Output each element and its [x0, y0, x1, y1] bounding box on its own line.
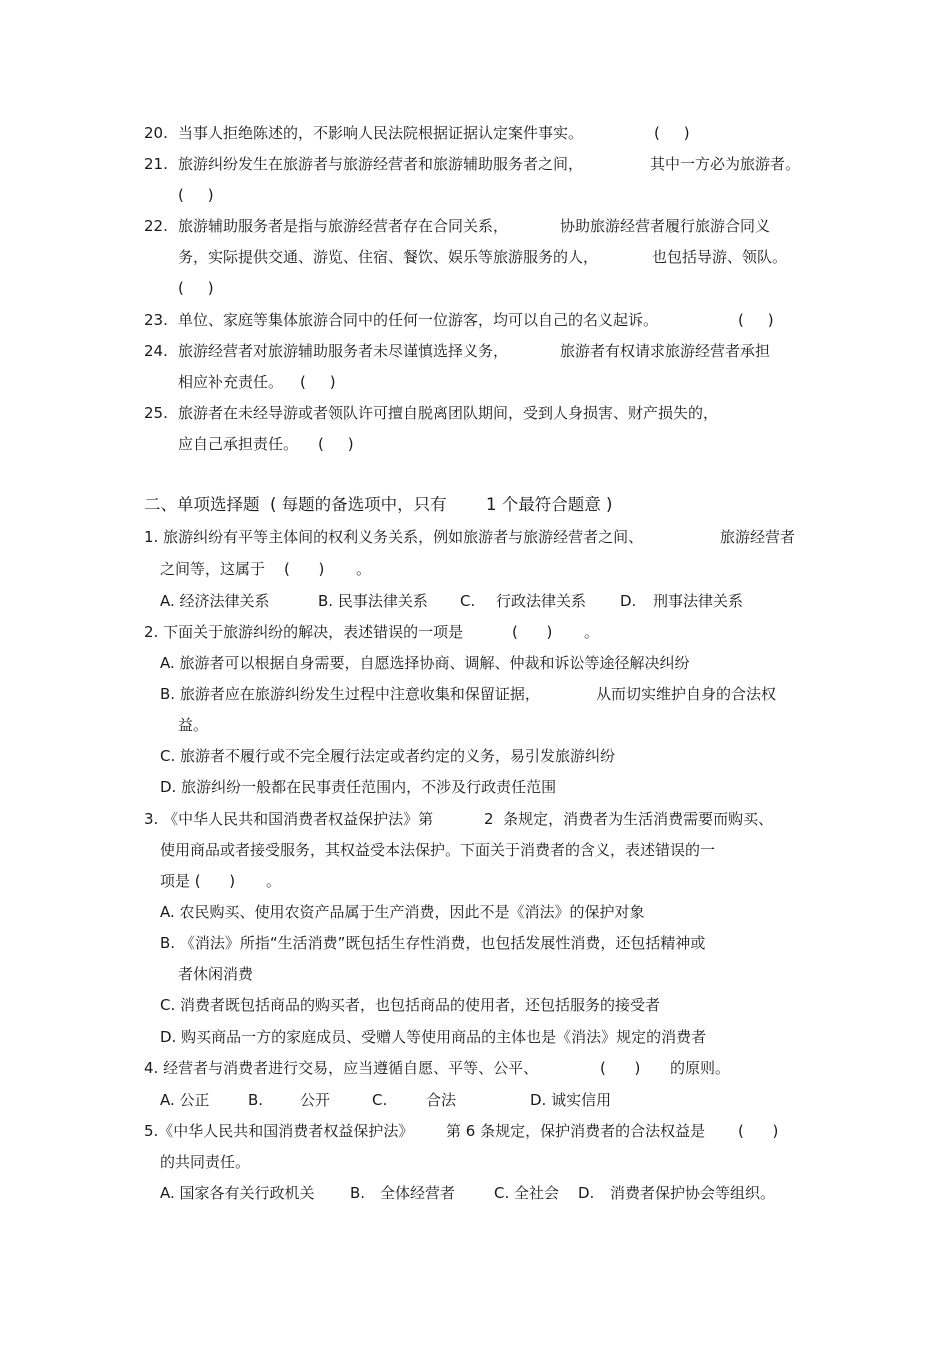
answer-blank: ( ) [738, 1122, 779, 1140]
option-a: A. 经济法律关系 [160, 592, 270, 610]
option-c-letter: C. [460, 592, 476, 610]
option-b-cont: 从而切实维护自身的合法权 [596, 685, 777, 703]
mc-question-stem-cont: 2 条规定，消费者为生活消费需要而购买、 [484, 810, 774, 828]
option-a: A. 国家各有关行政机关 [160, 1184, 315, 1202]
question-text-line2-cont: 也包括导游、领队。 [652, 248, 788, 266]
section-heading-note: ( 每题的备选项中，只有 [270, 495, 447, 514]
answer-blank: ( ) [178, 279, 214, 297]
mc-question-stem: 4. 经营者与消费者进行交易，应当遵循自愿、平等、公平、 [144, 1059, 539, 1077]
option-c: 合法 [426, 1091, 457, 1109]
question-text: 旅游辅助服务者是指与旅游经营者存在合同关系， [178, 217, 509, 235]
mc-question-stem: 1. 旅游纠纷有平等主体间的权利义务关系，例如旅游者与旅游经营者之间、 [144, 528, 644, 546]
question-text-line2: 相应补充责任。 [178, 373, 284, 391]
option-a: A. 公正 [160, 1091, 210, 1109]
option-b: B. 旅游者应在旅游纠纷发生过程中注意收集和保留证据， [160, 685, 540, 703]
punctuation: 。 [356, 560, 372, 578]
option-a: A. 农民购买、使用农资产品属于生产消费，因此不是《消法》的保护对象 [160, 903, 645, 921]
option-d-letter: D. [578, 1184, 595, 1202]
question-number: 20. [144, 124, 168, 142]
punctuation: 。 [266, 872, 282, 890]
question-text: 当事人拒绝陈述的，不影响人民法院根据证据认定案件事实。 [178, 124, 584, 142]
option-d: D. 购买商品一方的家庭成员、受赠人等使用商品的主体也是《消法》规定的消费者 [160, 1028, 707, 1046]
option-d: 消费者保护协会等组织。 [610, 1184, 776, 1202]
option-d: D. 诚实信用 [530, 1091, 612, 1109]
mc-question-stem: 3. 《中华人民共和国消费者权益保护法》第 [144, 810, 434, 828]
answer-blank: ( ) [318, 435, 354, 453]
question-number: 25. [144, 404, 168, 422]
question-text: 旅游纠纷发生在旅游者与旅游经营者和旅游辅助服务者之间， [178, 155, 584, 173]
answer-blank: ( ) [178, 186, 214, 204]
option-c: C. 全社会 [494, 1184, 560, 1202]
question-text-line2: 务，实际提供交通、游览、住宿、餐饮、娱乐等旅游服务的人， [178, 248, 599, 266]
punctuation: 。 [584, 623, 600, 641]
option-b: 公开 [300, 1091, 331, 1109]
question-number: 23. [144, 311, 168, 329]
mc-question-stem: 5.《中华人民共和国消费者权益保护法》 [144, 1122, 414, 1140]
answer-blank: ( ) [600, 1059, 641, 1077]
option-a: A. 旅游者可以根据自身需要，自愿选择协商、调解、仲裁和诉讼等途径解决纠纷 [160, 654, 690, 672]
option-b: 全体经营者 [380, 1184, 456, 1202]
option-b-letter: B. [350, 1184, 366, 1202]
mc-question-stem-cont: 旅游经营者 [720, 528, 796, 546]
mc-question-stem-line3: 项是 ( ) [160, 872, 236, 890]
answer-blank: ( ) [284, 560, 325, 578]
question-number: 21. [144, 155, 168, 173]
option-c: C. 消费者既包括商品的购买者，也包括商品的使用者，还包括服务的接受者 [160, 996, 661, 1014]
option-b-line2: 者休闲消费 [178, 965, 254, 983]
question-text: 单位、家庭等集体旅游合同中的任何一位游客，均可以自己的名义起诉。 [178, 311, 659, 329]
option-d: 刑事法律关系 [653, 592, 744, 610]
answer-blank: ( ) [512, 623, 553, 641]
mc-question-stem-line2: 的共同责任。 [160, 1153, 251, 1171]
option-d: D. 旅游纠纷一般都在民事责任范围内，不涉及行政责任范围 [160, 778, 557, 796]
question-text: 旅游经营者对旅游辅助服务者未尽谨慎选择义务， [178, 342, 509, 360]
section-heading-note-cont: 1 个最符合题意 ) [486, 495, 613, 514]
mc-question-stem-line2: 使用商品或者接受服务，其权益受本法保护。下面关于消费者的含义，表述错误的一 [160, 841, 716, 859]
question-text-cont: 其中一方必为旅游者。 [650, 155, 801, 173]
mc-question-stem-line2: 之间等，这属于 [160, 560, 266, 578]
option-b: B. 民事法律关系 [318, 592, 428, 610]
option-b-line2: 益。 [178, 716, 209, 734]
question-number: 22. [144, 217, 168, 235]
mc-question-stem-cont: 第 6 条规定，保护消费者的合法权益是 [446, 1122, 706, 1140]
option-b-letter: B. [248, 1091, 264, 1109]
option-b: B. 《消法》所指“生活消费”既包括生存性消费，也包括发展性消费，还包括精神或 [160, 934, 706, 952]
section-heading: 二、单项选择题 [144, 495, 260, 514]
option-c-letter: C. [372, 1091, 388, 1109]
mc-question-stem: 2. 下面关于旅游纠纷的解决，表述错误的一项是 [144, 623, 464, 641]
question-number: 24. [144, 342, 168, 360]
option-d-letter: D. [620, 592, 637, 610]
option-c: C. 旅游者不履行或不完全履行法定或者约定的义务，易引发旅游纠纷 [160, 747, 616, 765]
answer-blank: ( ) [300, 373, 336, 391]
question-text-cont: 旅游者有权请求旅游经营者承担 [560, 342, 771, 360]
option-c: 行政法律关系 [496, 592, 587, 610]
answer-blank: ( ) [738, 311, 774, 329]
mc-question-stem-cont: 的原则。 [670, 1059, 731, 1077]
question-text: 旅游者在未经导游或者领队许可擅自脱离团队期间，受到人身损害、财产损失的， [178, 404, 719, 422]
question-text-line2: 应自己承担责任。 [178, 435, 299, 453]
question-text-cont: 协助旅游经营者履行旅游合同义 [560, 217, 771, 235]
answer-blank: ( ) [654, 124, 690, 142]
